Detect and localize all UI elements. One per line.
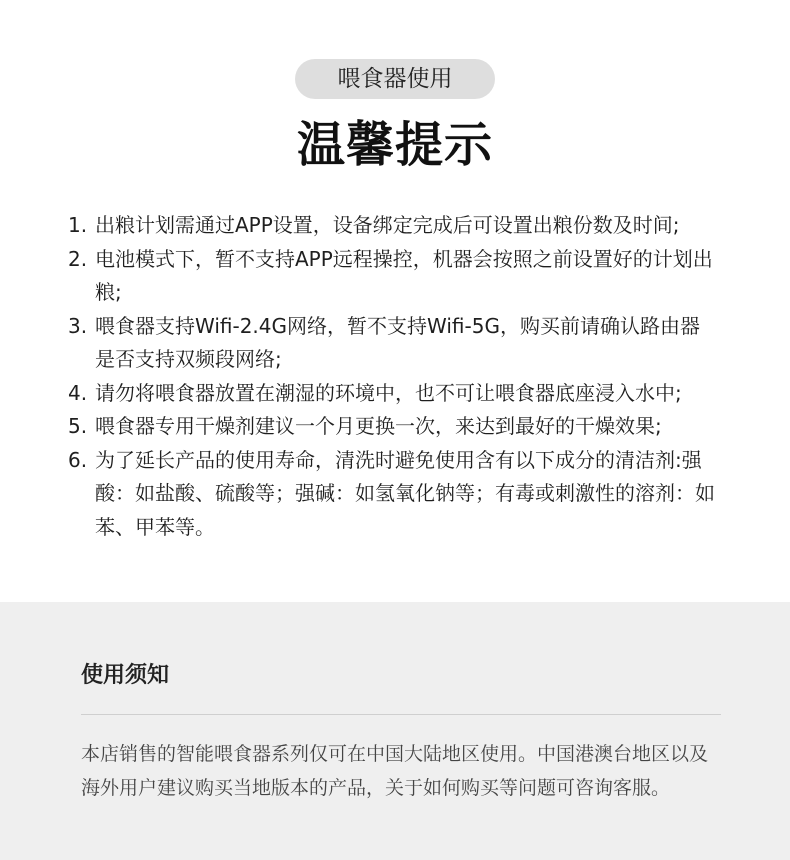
tip-text: 为了延长产品的使用寿命，清洗时避免使用含有以下成分的清洁剂:强酸：如盐酸、硫酸等；强碱：如氢氧化钠等；有毒或刺激性的溶剂：如苯、甲苯等。 bbox=[95, 447, 715, 539]
notice-body: 本店销售的智能喂食器系列仅可在中国大陆地区使用。中国港澳台地区以及海外用户建议购买当地版本的产品，关于如何购买等问题可咨询客服。 bbox=[81, 743, 709, 799]
tip-text: 出粮计划需通过APP设置，设备绑定完成后可设置出粮份数及时间; bbox=[95, 213, 680, 237]
tip-item bbox=[68, 444, 718, 545]
tip-number: 2. bbox=[68, 246, 88, 271]
tip-item bbox=[68, 209, 718, 243]
tip-number: 5. bbox=[68, 414, 88, 438]
tip-number: 6. bbox=[68, 447, 88, 472]
feeder-usage-pill: 喂食器使用 bbox=[295, 59, 495, 99]
tip-text: 请勿将喂食器放置在潮湿的环境中，也不可让喂食器底座浸入水中; bbox=[95, 380, 682, 405]
tip-item bbox=[68, 243, 718, 310]
tip-item bbox=[68, 310, 718, 377]
tip-item bbox=[68, 377, 718, 411]
notice-divider bbox=[81, 714, 721, 715]
tip-text: 喂食器专用干燥剂建议一个月更换一次，来达到最好的干燥效果; bbox=[95, 414, 662, 438]
tip-item bbox=[68, 410, 718, 444]
tips-list bbox=[68, 209, 718, 544]
tip-number: 4. bbox=[68, 380, 88, 405]
page-title: 温馨提示 bbox=[296, 117, 493, 173]
usage-notice-section bbox=[0, 602, 790, 860]
notice-title: 使用须知 bbox=[81, 663, 170, 688]
tip-number: 3. bbox=[68, 313, 88, 338]
tip-number: 1. bbox=[68, 213, 88, 237]
tip-text: 喂食器支持Wifi-2.4G网络，暂不支持Wifi-5G，购买前请确认路由器是否支持双频段网络; bbox=[95, 313, 700, 371]
tip-text: 电池模式下，暂不支持APP远程操控，机器会按照之前设置好的计划出粮; bbox=[95, 246, 713, 304]
